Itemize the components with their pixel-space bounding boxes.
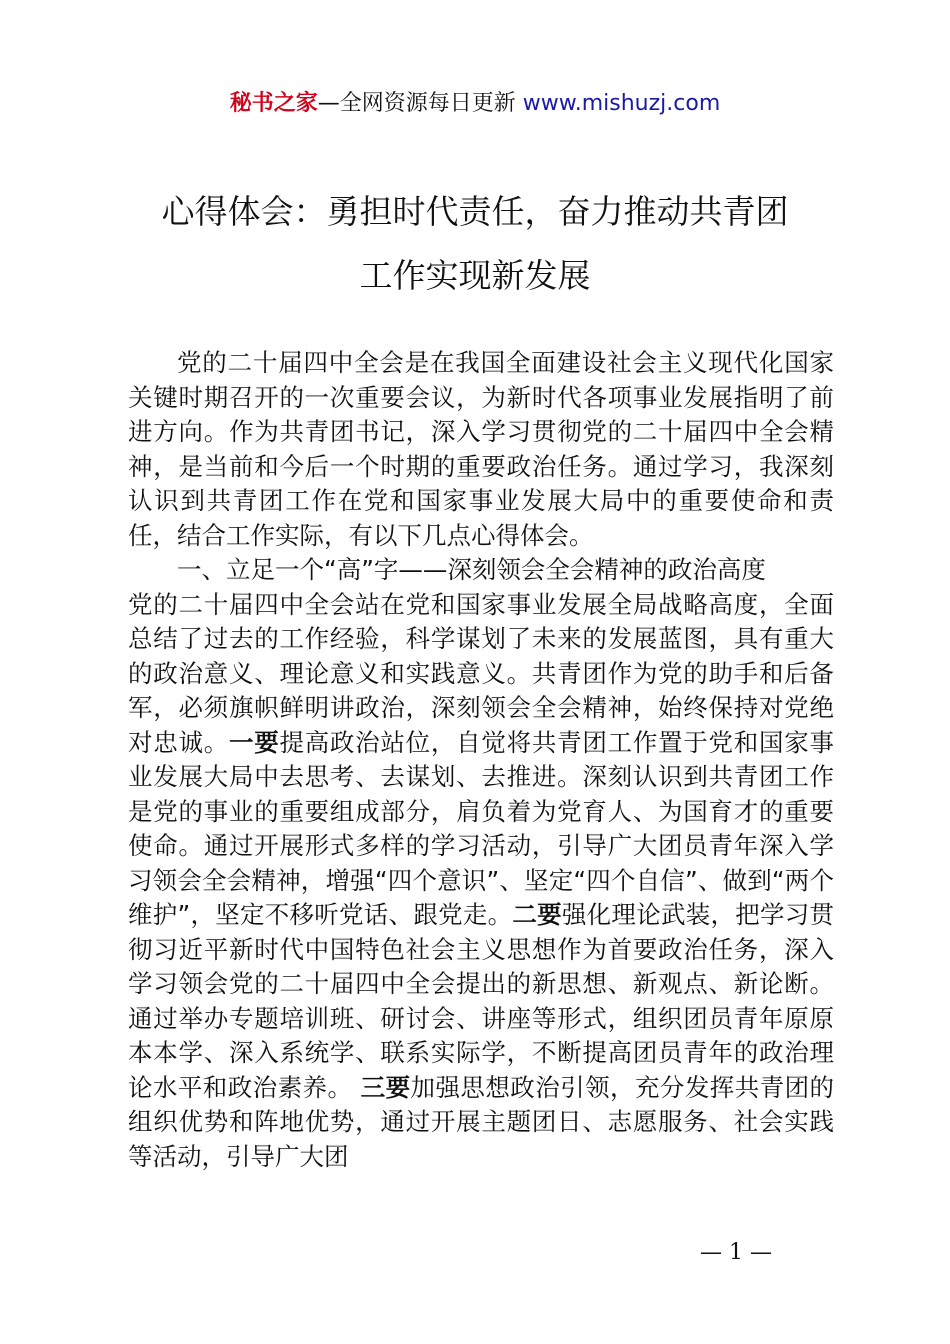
- section-1-heading: 一、立足一个“高”字——深刻领会全会精神的政治高度: [177, 555, 766, 584]
- site-header: [0, 88, 950, 120]
- document-title-line-1: 心得体会：勇担时代责任，奋力推动共青团: [161, 192, 789, 231]
- point-3-label: 三要: [360, 1072, 411, 1102]
- site-brand: 秘书之家: [229, 91, 318, 116]
- section-1-text: 党的二十届四中全会站在党和国家事业发展全局战略高度，全面总结了过去的工作经验，科学谋划了未来的发展蓝图，具有重大的政治意义、理论意义和实践意义。共青团作为党的助手和后备军，必须旗帜鲜明讲政治，深刻领会全会精神，始终保持对党绝对忠诚。: [128, 589, 834, 757]
- site-url-link[interactable]: www.mishuzj.com: [522, 91, 721, 116]
- document-title-line-2: 工作实现新发展: [359, 256, 591, 295]
- section-1-paragraph: [128, 588, 834, 1175]
- site-tagline: —全网资源每日更新: [317, 91, 523, 116]
- intro-paragraph: 党的二十届四中全会是在我国全面建设社会主义现代化国家关键时期召开的一次重要会议，为新时代各项事业发展指明了前进方向。作为共青团书记，深入学习贯彻党的二十届四中全会精神，是当前和今后一个时期的重要政治任务。通过学习，我深刻认识到共青团工作在党和国家事业发展大局中的重要使命和责任，结合工作实际，有以下几点心得体会。: [128, 348, 834, 550]
- document-body: [128, 346, 834, 1174]
- point-1-text: 提高政治站位，自觉将共青团工作置于党和国家事业发展大局中去思考、去谋划、去推进。深刻认识到共青团工作是党的事业的重要组成部分，肩负着为党育人、为国育才的重要使命。通过开展形式多样的学习活动，引导广大团员青年深入学习领会全会精神，增强“四个意识”、坚定“四个自信”、做到“两个维护”，坚定不移听党话、跟党走。: [128, 727, 835, 929]
- point-2-label: 二要: [512, 900, 562, 929]
- point-2-text: 强化理论武装，把学习贯彻习近平新时代中国特色社会主义思想作为首要政治任务，深入学习领会党的二十届四中全会提出的新思想、新观点、新论断。通过举办专题培训班、研讨会、讲座等形式，组织团员青年原原本本学、深入系统学、联系实际学，不断提高团员青年的政治理论水平和政治素养。: [128, 900, 835, 1102]
- document-title: [100, 180, 850, 308]
- page-number: — 1 —: [700, 1240, 772, 1265]
- point-1-label: 一要: [228, 727, 280, 757]
- point-3-text: 加强思想政治引领，充分发挥共青团的组织优势和阵地优势，通过开展主题团日、志愿服务、社会实践等活动，引导广大团: [128, 1072, 835, 1171]
